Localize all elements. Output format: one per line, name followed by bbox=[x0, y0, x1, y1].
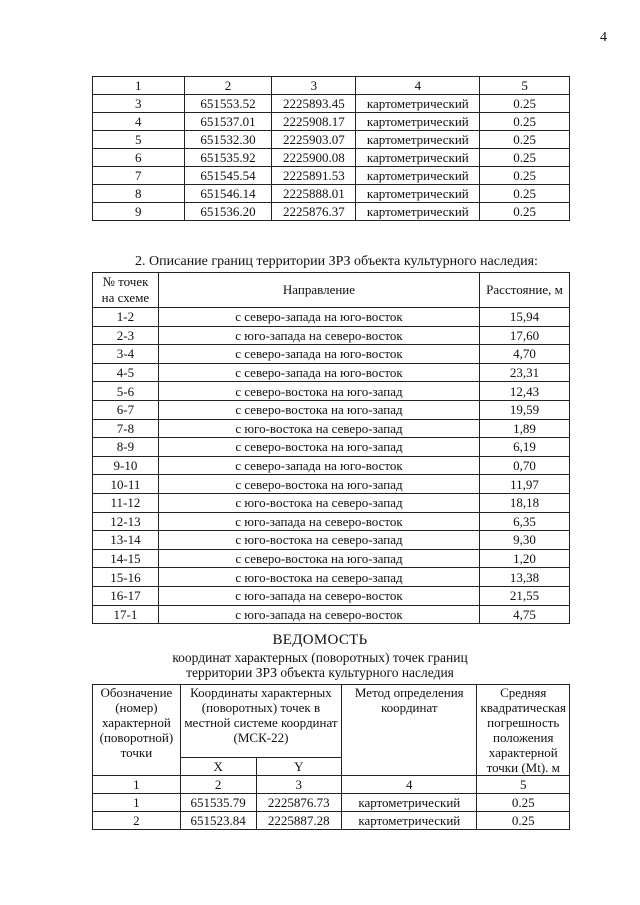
coord-x: 651546.14 bbox=[184, 185, 272, 203]
table-row bbox=[93, 131, 570, 149]
segment: 13-14 bbox=[93, 531, 159, 550]
table-row bbox=[93, 475, 570, 494]
method: картометрический bbox=[356, 131, 480, 149]
segment: 17-1 bbox=[93, 605, 159, 624]
direction: с юго-запада на северо-восток bbox=[158, 605, 479, 624]
table-row bbox=[93, 568, 570, 587]
page-number: 4 bbox=[600, 30, 607, 45]
header-error: Средняя квадратическая погрешность положения характерной точки (Mt). м bbox=[477, 685, 570, 776]
point-number: 6 bbox=[93, 149, 185, 167]
segment: 4-5 bbox=[93, 363, 159, 382]
direction: с северо-востока на юго-запад bbox=[158, 549, 479, 568]
direction: с северо-востока на юго-запад bbox=[158, 438, 479, 457]
point-number: 4 bbox=[93, 113, 185, 131]
point-number: 1 bbox=[93, 794, 181, 812]
coord-x: 651536.20 bbox=[184, 203, 272, 221]
segment: 5-6 bbox=[93, 382, 159, 401]
header-method: Метод определения координат bbox=[342, 685, 477, 776]
error: 0.25 bbox=[480, 203, 570, 221]
point-number: 2 bbox=[93, 812, 181, 830]
coord-x: 651523.84 bbox=[180, 812, 256, 830]
header-coordinates: Координаты характерных (поворотных) точек в местной системе координат (МСК-22) bbox=[180, 685, 341, 758]
coord-y: 2225908.17 bbox=[272, 113, 356, 131]
vedomost-subtitle bbox=[0, 650, 640, 680]
distance: 4,70 bbox=[480, 345, 570, 364]
table-number-row bbox=[93, 776, 570, 794]
coord-x: 651553.52 bbox=[184, 95, 272, 113]
table-row bbox=[93, 308, 570, 327]
header-cell: 5 bbox=[477, 776, 570, 794]
vedomost-title: ВЕДОМОСТЬ bbox=[272, 632, 368, 648]
table-row bbox=[93, 812, 570, 830]
coord-x: 651535.92 bbox=[184, 149, 272, 167]
table-row bbox=[93, 113, 570, 131]
coord-x: 651532.30 bbox=[184, 131, 272, 149]
table-row bbox=[93, 438, 570, 457]
table-row bbox=[93, 456, 570, 475]
table-row bbox=[93, 149, 570, 167]
header-cell: 3 bbox=[272, 77, 356, 95]
error: 0.25 bbox=[480, 185, 570, 203]
table-row bbox=[93, 605, 570, 624]
direction: с юго-востока на северо-запад bbox=[158, 531, 479, 550]
distance: 21,55 bbox=[480, 586, 570, 605]
coord-y: 2225903.07 bbox=[272, 131, 356, 149]
point-number: 5 bbox=[93, 131, 185, 149]
table-row bbox=[93, 586, 570, 605]
table-row bbox=[93, 794, 570, 812]
header-cell: 2 bbox=[180, 776, 256, 794]
table-header-row bbox=[93, 77, 570, 95]
method: картометрический bbox=[356, 149, 480, 167]
header-cell: 1 bbox=[93, 77, 185, 95]
error: 0.25 bbox=[477, 812, 570, 830]
table-row bbox=[93, 185, 570, 203]
segment: 2-3 bbox=[93, 326, 159, 345]
coord-y: 2225876.37 bbox=[272, 203, 356, 221]
header-cell: 4 bbox=[356, 77, 480, 95]
segment: 15-16 bbox=[93, 568, 159, 587]
coord-y: 2225888.01 bbox=[272, 185, 356, 203]
coord-x: 651535.79 bbox=[180, 794, 256, 812]
point-number: 3 bbox=[93, 95, 185, 113]
segment: 7-8 bbox=[93, 419, 159, 438]
segment: 16-17 bbox=[93, 586, 159, 605]
coord-y: 2225876.73 bbox=[256, 794, 342, 812]
distance: 6,35 bbox=[480, 512, 570, 531]
direction: с северо-запада на юго-восток bbox=[158, 363, 479, 382]
error: 0.25 bbox=[480, 131, 570, 149]
method: картометрический bbox=[342, 812, 477, 830]
header-cell: 4 bbox=[342, 776, 477, 794]
distance: 18,18 bbox=[480, 493, 570, 512]
coord-x: 651545.54 bbox=[184, 167, 272, 185]
distance: 19,59 bbox=[480, 400, 570, 419]
coord-y: 2225900.08 bbox=[272, 149, 356, 167]
header-cell: 3 bbox=[256, 776, 342, 794]
method: картометрический bbox=[356, 203, 480, 221]
coord-x: 651537.01 bbox=[184, 113, 272, 131]
distance: 1,20 bbox=[480, 549, 570, 568]
table-row bbox=[93, 512, 570, 531]
table-row bbox=[93, 382, 570, 401]
segment: 8-9 bbox=[93, 438, 159, 457]
table-row bbox=[93, 419, 570, 438]
segment: 11-12 bbox=[93, 493, 159, 512]
distance: 9,30 bbox=[480, 531, 570, 550]
distance: 23,31 bbox=[480, 363, 570, 382]
segment: 1-2 bbox=[93, 308, 159, 327]
point-number: 9 bbox=[93, 203, 185, 221]
direction: с северо-запада на юго-восток bbox=[158, 308, 479, 327]
distance: 11,97 bbox=[480, 475, 570, 494]
table-row bbox=[93, 531, 570, 550]
vedomost-table bbox=[92, 684, 570, 830]
coord-y: 2225893.45 bbox=[272, 95, 356, 113]
direction: с северо-востока на юго-запад bbox=[158, 400, 479, 419]
distance: 6,19 bbox=[480, 438, 570, 457]
segment: 3-4 bbox=[93, 345, 159, 364]
point-number: 8 bbox=[93, 185, 185, 203]
direction: с юго-востока на северо-запад bbox=[158, 493, 479, 512]
table-row bbox=[93, 345, 570, 364]
distance: 4,75 bbox=[480, 605, 570, 624]
error: 0.25 bbox=[477, 794, 570, 812]
point-number: 7 bbox=[93, 167, 185, 185]
table-header-row bbox=[93, 685, 570, 758]
table-row bbox=[93, 167, 570, 185]
table-row bbox=[93, 400, 570, 419]
direction: с юго-запада на северо-восток bbox=[158, 586, 479, 605]
distance: 15,94 bbox=[480, 308, 570, 327]
direction: с юго-запада на северо-восток bbox=[158, 326, 479, 345]
header-distance: Расстояние, м bbox=[480, 273, 570, 308]
direction: с северо-востока на юго-запад bbox=[158, 475, 479, 494]
error: 0.25 bbox=[480, 167, 570, 185]
error: 0.25 bbox=[480, 149, 570, 167]
direction: с юго-востока на северо-запад bbox=[158, 419, 479, 438]
distance: 0,70 bbox=[480, 456, 570, 475]
table-row bbox=[93, 203, 570, 221]
coordinates-table-continued bbox=[92, 76, 570, 221]
vedomost-subtitle-line: координат характерных (поворотных) точек границ bbox=[172, 650, 468, 665]
error: 0.25 bbox=[480, 113, 570, 131]
vedomost-subtitle-line: территории ЗРЗ объекта культурного наследия bbox=[186, 665, 454, 680]
section-heading: 2. Описание границ территории ЗРЗ объекта культурного наследия: bbox=[135, 254, 538, 269]
boundary-description-table bbox=[92, 272, 570, 624]
segment: 9-10 bbox=[93, 456, 159, 475]
table-row bbox=[93, 363, 570, 382]
table-row bbox=[93, 549, 570, 568]
distance: 12,43 bbox=[480, 382, 570, 401]
header-y: Y bbox=[256, 758, 342, 776]
distance: 1,89 bbox=[480, 419, 570, 438]
method: картометрический bbox=[356, 95, 480, 113]
segment: 12-13 bbox=[93, 512, 159, 531]
direction: с северо-запада на юго-восток bbox=[158, 456, 479, 475]
coord-y: 2225887.28 bbox=[256, 812, 342, 830]
method: картометрический bbox=[356, 167, 480, 185]
header-direction: Направление bbox=[158, 273, 479, 308]
table-header-row bbox=[93, 273, 570, 308]
header-points: № точек на схеме bbox=[93, 273, 159, 308]
table-row bbox=[93, 493, 570, 512]
header-point-designation: Обозначение (номер) характерной (поворотной) точки bbox=[93, 685, 181, 776]
method: картометрический bbox=[342, 794, 477, 812]
table-row bbox=[93, 95, 570, 113]
header-cell: 2 bbox=[184, 77, 272, 95]
header-cell: 5 bbox=[480, 77, 570, 95]
segment: 6-7 bbox=[93, 400, 159, 419]
table-row bbox=[93, 326, 570, 345]
header-cell: 1 bbox=[93, 776, 181, 794]
direction: с северо-востока на юго-запад bbox=[158, 382, 479, 401]
distance: 17,60 bbox=[480, 326, 570, 345]
segment: 14-15 bbox=[93, 549, 159, 568]
direction: с юго-запада на северо-восток bbox=[158, 512, 479, 531]
method: картометрический bbox=[356, 185, 480, 203]
header-x: X bbox=[180, 758, 256, 776]
direction: с северо-запада на юго-восток bbox=[158, 345, 479, 364]
distance: 13,38 bbox=[480, 568, 570, 587]
segment: 10-11 bbox=[93, 475, 159, 494]
method: картометрический bbox=[356, 113, 480, 131]
error: 0.25 bbox=[480, 95, 570, 113]
coord-y: 2225891.53 bbox=[272, 167, 356, 185]
direction: с юго-востока на северо-запад bbox=[158, 568, 479, 587]
